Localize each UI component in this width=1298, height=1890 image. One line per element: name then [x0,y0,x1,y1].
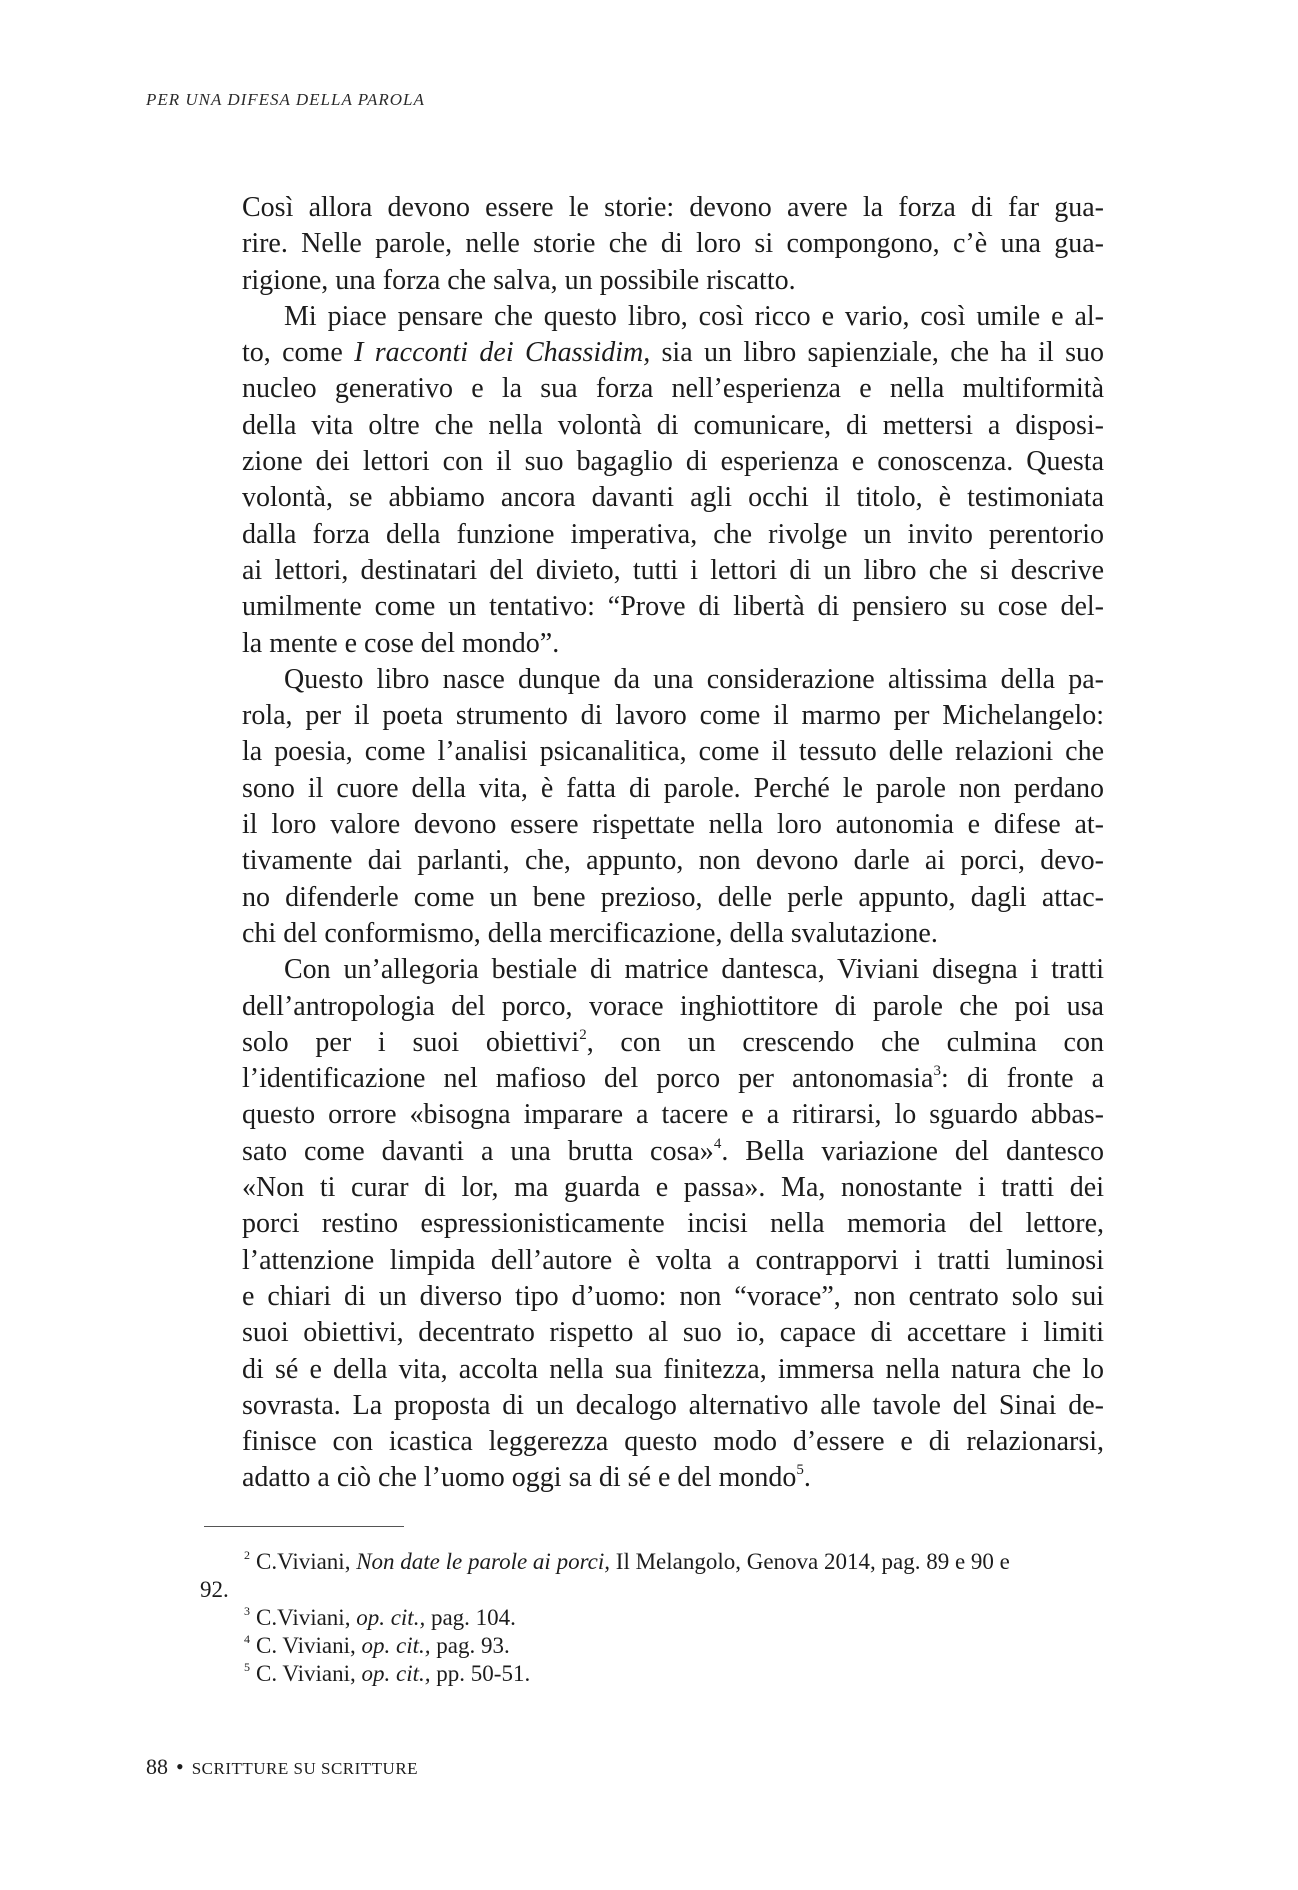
footer-separator: • [176,1754,184,1779]
text-line: to, come I racconti dei Chassidim, sia un libro sapienziale, che ha il suo [242,337,1104,369]
text-line: di sé e della vita, accolta nella sua finitezza, immersa nella natura che lo [242,1353,1104,1385]
text-line: sato come davanti a una brutta cosa»$^4$. Bella variazione del dantesco [242,1135,1104,1167]
book-title: I racconti dei Chassidim, [354,337,651,369]
text-line: sono il cuore della vita, è fatta di parole. Perché le parole non perdano [242,772,1104,804]
text-line: suoi obiettivi, decentrato rispetto al suo io, capace di accettare i limiti [242,1317,1104,1349]
running-head: PER UNA DIFESA DELLA PAROLA [146,90,425,109]
text-line: rire. Nelle parole, nelle storie che di loro si compongono, c’è una gua- [242,228,1104,260]
text-line: Così allora devono essere le storie: devono avere la forza di far gua- [242,192,1104,223]
footnotes [200,1548,1105,1688]
footnote-3: $^3$ C.Viviani, op. cit., pag. 104. [244,1604,516,1630]
text-line: rola, per il poeta strumento di lavoro come il marmo per Michelangelo: [242,700,1104,732]
footnote-4: $^4$ C. Viviani, op. cit., pag. 93. [244,1632,510,1658]
text-line: questo orrore «bisogna imparare a tacere e a ritirarsi, lo sguardo abbas- [242,1099,1104,1131]
text-line: no difenderle come un bene prezioso, delle perle appunto, dagli attac- [242,881,1104,913]
text-line: tivamente dai parlanti, che, appunto, non devono darle ai porci, devo- [242,845,1104,877]
text-line: sovrasta. La proposta di un decalogo alternativo alle tavole del Sinai de- [242,1389,1104,1421]
series-title: SCRITTURE SU SCRITTURE [191,1759,419,1778]
text-line: volontà, se abbiamo ancora davanti agli occhi il titolo, è testimoniata [242,482,1104,514]
text-line: porci restino espressionisticamente incisi nella memoria del lettore, [242,1208,1104,1240]
text-line: zione dei lettori con il suo bagaglio di esperienza e conoscenza. Questa [242,446,1104,478]
footnote-5: $^5$ C. Viviani, op. cit., pp. 50-51. [244,1660,531,1686]
text-line: la mente e cose del mondo”. [242,627,560,659]
paragraph-2 [242,299,1104,662]
text-line: la poesia, come l’analisi psicanalitica, come il tessuto delle relazioni che [242,736,1104,768]
text-line: l’attenzione limpida dell’autore è volta a contrapporvi i tratti luminosi [242,1244,1104,1276]
text-line: «Non ti curar di lor, ma guarda e passa». Ma, nonostante i tratti dei [242,1172,1104,1204]
text-line: ai lettori, destinatari del divieto, tutti i lettori di un libro che si descrive [242,554,1104,586]
footnote-ref: 3 [933,1063,941,1080]
page-number: 88 [146,1754,168,1779]
paragraph-1 [242,190,1104,299]
text-line: rigione, una forza che salva, un possibile riscatto. [242,264,796,296]
text-line: finisce con icastica leggerezza questo modo d’essere e di relazionarsi, [242,1426,1104,1458]
text-line: Questo libro nasce dunque da una considerazione altissima della pa- [284,663,1104,695]
footnote-divider [204,1526,404,1527]
footnote-ref: 2 [579,1026,587,1043]
text-line: nucleo generativo e la sua forza nell’esperienza e nella multiformità [242,373,1104,405]
paragraph-3 [242,662,1104,952]
text-line: dell’antropologia del porco, vorace inghiottitore di parole che poi usa [242,990,1104,1022]
text-line: chi del conformismo, della mercificazione, della svalutazione. [242,917,938,949]
text-line: il loro valore devono essere rispettate nella loro autonomia e difese at- [242,809,1104,841]
footnote-ref: 4 [713,1135,722,1152]
text-line: Mi piace pensare che questo libro, così ricco e vario, così umile e al- [284,300,1104,332]
footnote-2: $^2$ C.Viviani, Non date le parole ai porci, Il Melangolo, Genova 2014, pag. 89 e 90 e [244,1548,1010,1574]
text-line: e chiari di un diverso tipo d’uomo: non “vorace”, non centrato solo sui [242,1280,1104,1312]
text-line: l’identificazione nel mafioso del porco per antonomasia$^3$: di fronte a [242,1063,1105,1095]
paragraph-4 [242,952,1104,1496]
text-line: della vita oltre che nella volontà di comunicare, di mettersi a disposi- [242,409,1104,441]
text-line: dalla forza della funzione imperativa, che rivolge un invito perentorio [242,518,1104,550]
text-line: umilmente come un tentativo: “Prove di libertà di pensiero su cose del- [242,591,1104,623]
text-line: Con un’allegoria bestiale di matrice dantesca, Viviani disegna i tratti [284,954,1104,986]
body-text [242,190,1104,1497]
footnote-ref: 5 [796,1462,804,1479]
text-line: adatto a ciò che l’uomo oggi sa di sé e del mondo$^5$. [242,1462,811,1494]
text-line: solo per i suoi obiettivi$^2$, con un crescendo che culmina con [242,1026,1104,1058]
page-footer [146,1754,418,1780]
footnote-2-continuation: 92. [200,1577,229,1602]
